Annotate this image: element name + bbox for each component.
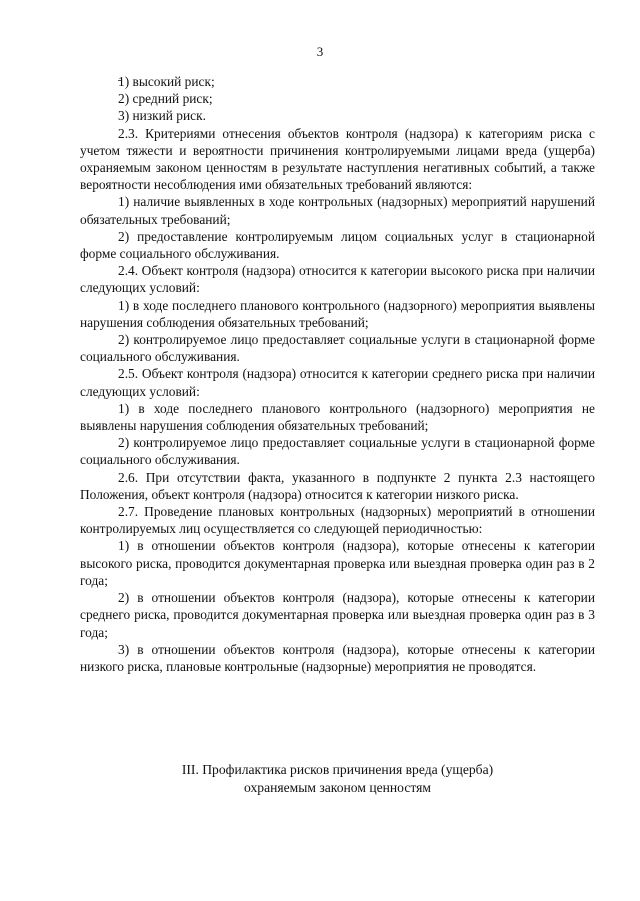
clause-2-4-item-1: 1) в ходе последнего планового контрольного (надзорного) мероприятия выявлены нарушения соблюдения обязательных требований; [80, 297, 595, 330]
clause-2-3-item-2: 2) предоставление контролируемым лицом социальных услуг в стационарной форме социального обслуживания. [80, 228, 595, 262]
section-heading-line-2: охраняемым законом ценностям [244, 780, 431, 795]
risk-level-medium: 2) средний риск; [118, 91, 213, 107]
clause-2-4-item-2: 2) контролируемое лицо предоставляет социальные услуги в стационарной форме социального обслуживания. [80, 332, 595, 365]
clause-2-7-item-3: 3) в отношении объектов контроля (надзора), которые отнесены к категории низкого риска, плановые контрольные (надзорные) мероприятия не проводятся. [80, 641, 595, 674]
document-body [80, 73, 595, 675]
clause-2-7-item-2: 2) в отношении объектов контроля (надзора), которые отнесены к категории среднего риска, проводится документарная проверка или выездная проверка один раз в 3 года; [80, 590, 595, 640]
risk-level-high: 1) высокий риск; [118, 74, 215, 89]
risk-level-low: 3) низкий риск. [118, 108, 206, 124]
clause-2-5-item-1: 1) в ходе последнего планового контрольного (надзорного) мероприятия не выявлены нарушения соблюдения обязательных требований; [80, 400, 595, 434]
clause-2-4: 2.4. Объект контроля (надзора) относится к категории высокого риска при наличии следующих условий: [80, 263, 595, 296]
clause-2-7-item-1: 1) в отношении объектов контроля (надзора), которые отнесены к категории высокого риска, проводится документарная проверка или выездная проверка один раз в 2 года; [80, 538, 595, 588]
clause-2-5-item-2: 2) контролируемое лицо предоставляет социальные услуги в стационарной форме социального обслуживания. [80, 435, 595, 468]
clause-2-7: 2.7. Проведение плановых контрольных (надзорных) мероприятий в отношении контролируемых лиц осуществляется со следующей периодичностью: [80, 504, 595, 537]
section-heading-line-1: III. Профилактика рисков причинения вреда (ущерба) [181, 762, 494, 777]
clause-2-3: 2.3. Критериями отнесения объектов контроля (надзора) к категориям риска с учетом тяжести и вероятности причинения контролируемыми лицами вреда (ущерба) охраняемым законом ценностям в результате наступления негативных событий, а также вероятности несоблюдения ими обязательных требований являются: [80, 125, 595, 193]
clause-2-6: 2.6. При отсутствии факта, указанного в подпункте 2 пункта 2.3 настоящего Положения, объект контроля (надзора) относится к категории низкого риска. [80, 469, 595, 502]
page-number: 3 [316, 44, 324, 59]
clause-2-3-item-1: 1) наличие выявленных в ходе контрольных (надзорных) мероприятий нарушений обязательных требований; [80, 194, 595, 227]
clause-2-5: 2.5. Объект контроля (надзора) относится к категории среднего риска при наличии следующих условий: [80, 366, 595, 399]
section-heading [80, 761, 595, 797]
